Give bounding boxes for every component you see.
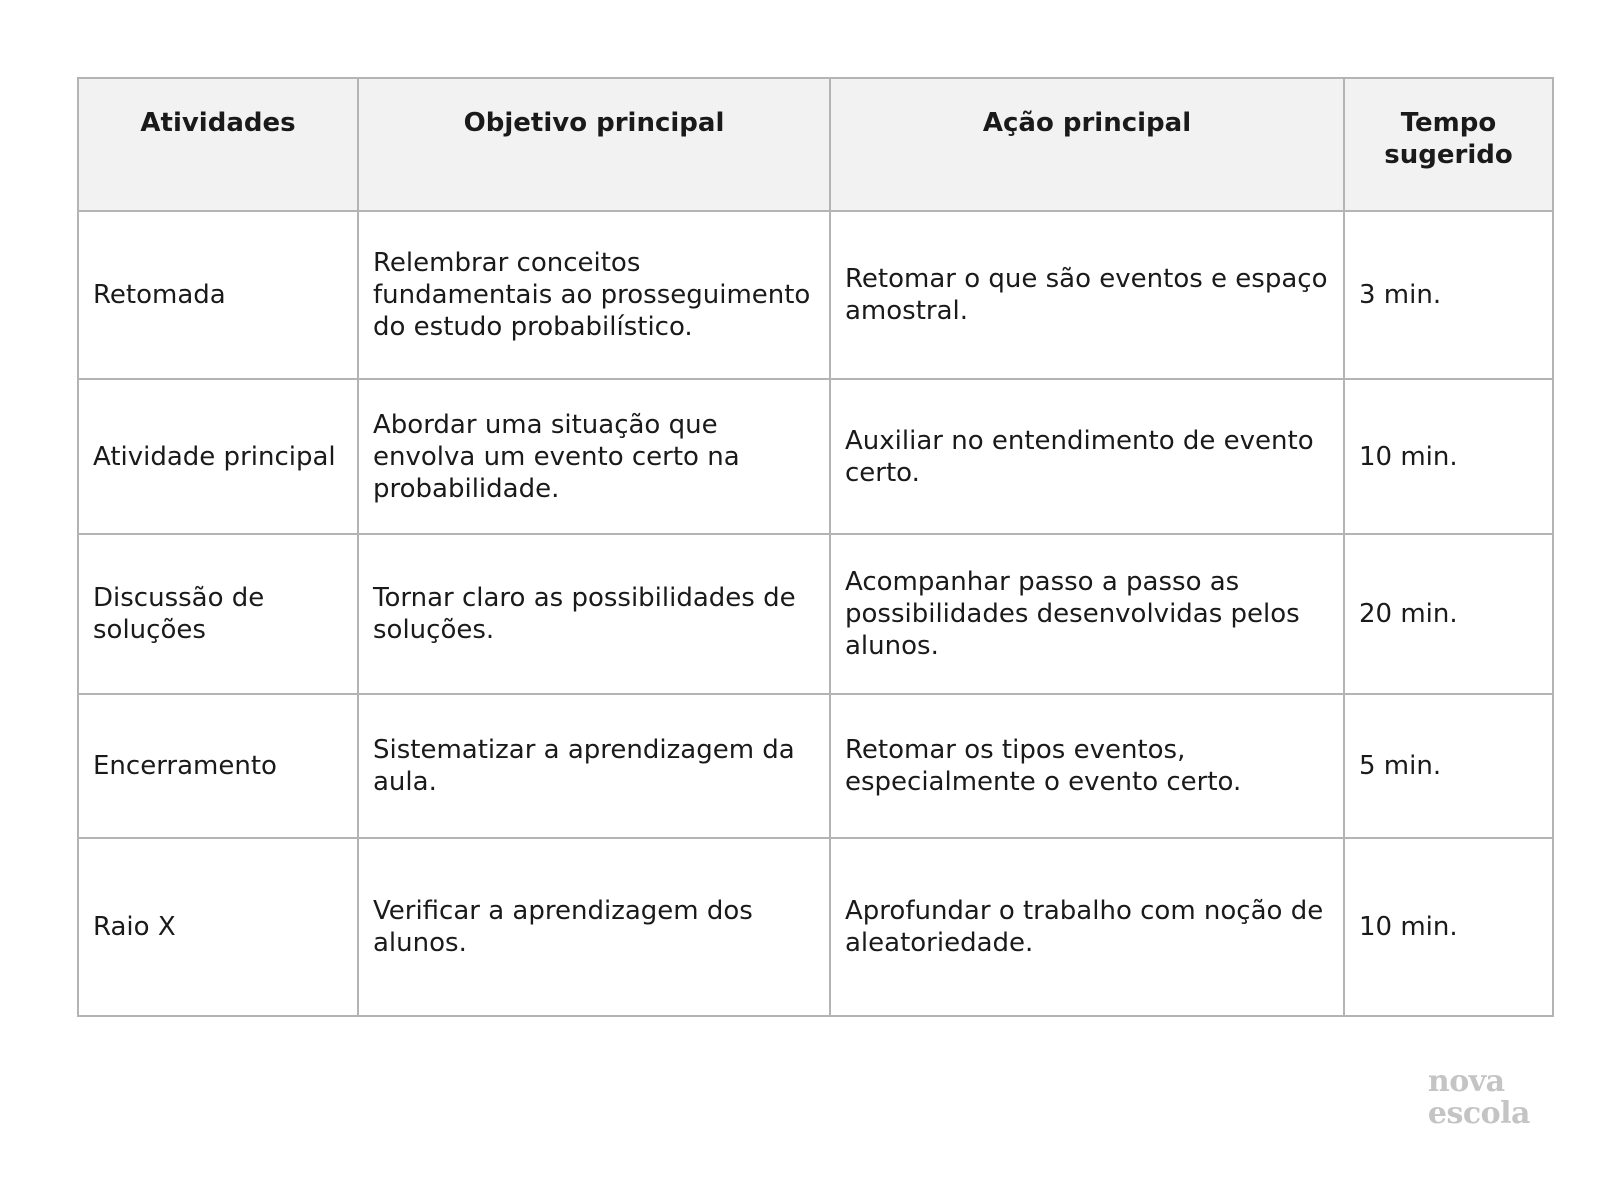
- cell-atividade: Raio X: [78, 838, 358, 1016]
- cell-objetivo: Sistematizar a aprendizagem da aula.: [358, 694, 830, 838]
- cell-acao: Retomar os tipos eventos, especialmente o evento certo.: [830, 694, 1344, 838]
- table-row: [78, 211, 1553, 379]
- cell-tempo: 5 min.: [1344, 694, 1553, 838]
- header-tempo: Tempo sugerido: [1344, 78, 1553, 211]
- cell-atividade: Discussão de soluções: [78, 534, 358, 694]
- cell-acao: Retomar o que são eventos e espaço amostral.: [830, 211, 1344, 379]
- table-row: [78, 534, 1553, 694]
- nova-escola-logo: [1428, 1066, 1530, 1130]
- cell-tempo: 20 min.: [1344, 534, 1553, 694]
- cell-tempo: 10 min.: [1344, 838, 1553, 1016]
- table-row: [78, 379, 1553, 534]
- cell-objetivo: Tornar claro as possibilidades de soluções.: [358, 534, 830, 694]
- logo-line-1: nova: [1427, 1064, 1505, 1099]
- cell-acao: Aprofundar o trabalho com noção de aleatoriedade.: [830, 838, 1344, 1016]
- header-acao: Ação principal: [830, 78, 1344, 211]
- cell-atividade: Encerramento: [78, 694, 358, 838]
- logo-line-2: escola: [1427, 1096, 1530, 1131]
- table-row: [78, 694, 1553, 838]
- cell-acao: Auxiliar no entendimento de evento certo.: [830, 379, 1344, 534]
- header-objetivo: Objetivo principal: [358, 78, 830, 211]
- header-atividades: Atividades: [78, 78, 358, 211]
- cell-objetivo: Verificar a aprendizagem dos alunos.: [358, 838, 830, 1016]
- cell-tempo: 3 min.: [1344, 211, 1553, 379]
- lesson-plan-table: [77, 77, 1554, 1017]
- cell-acao: Acompanhar passo a passo as possibilidades desenvolvidas pelos alunos.: [830, 534, 1344, 694]
- cell-objetivo: Relembrar conceitos fundamentais ao prosseguimento do estudo probabilístico.: [358, 211, 830, 379]
- cell-atividade: Atividade principal: [78, 379, 358, 534]
- table-row: [78, 838, 1553, 1016]
- cell-objetivo: Abordar uma situação que envolva um evento certo na probabilidade.: [358, 379, 830, 534]
- cell-tempo: 10 min.: [1344, 379, 1553, 534]
- table-header-row: [78, 78, 1553, 211]
- cell-atividade: Retomada: [78, 211, 358, 379]
